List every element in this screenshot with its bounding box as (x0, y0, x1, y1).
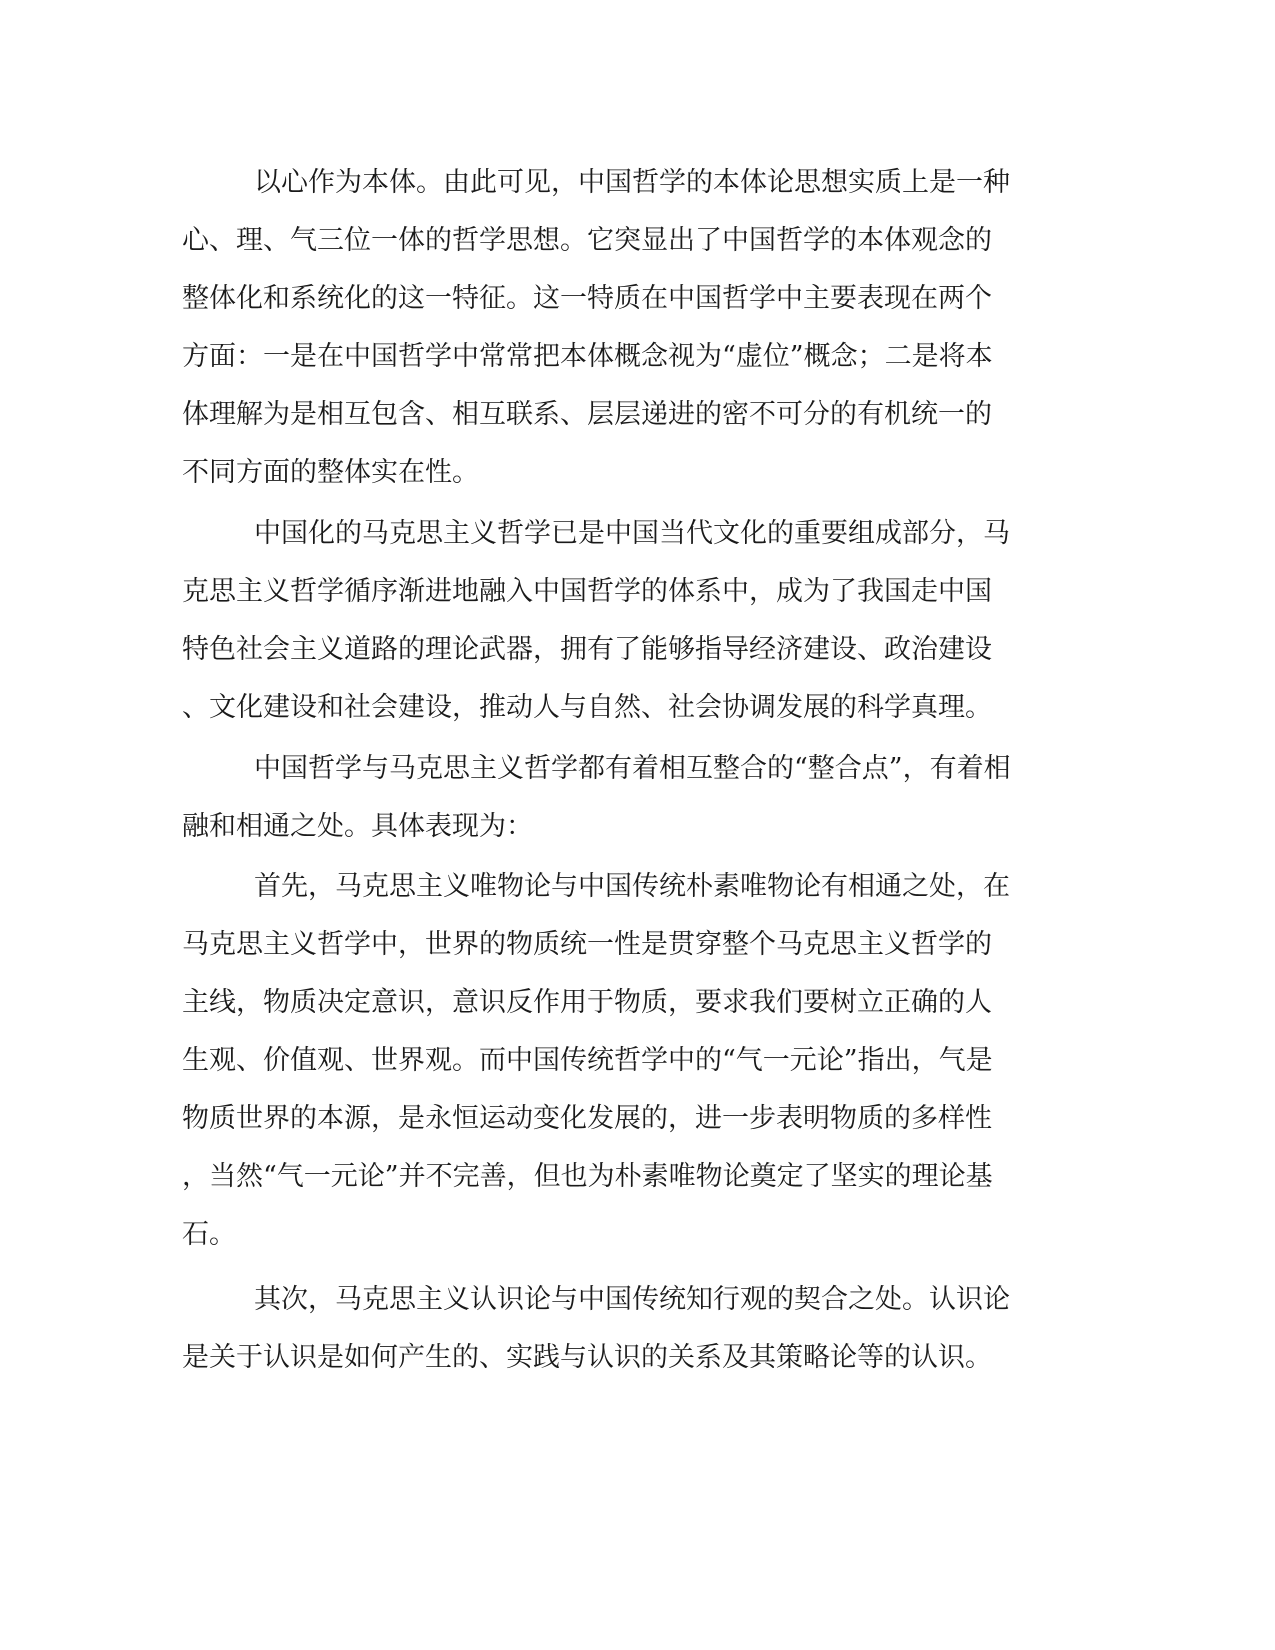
paragraph-5-line-1: 其次，马克思主义认识论与中国传统知行观的契合之处。认识论 (254, 1284, 1010, 1315)
paragraph-3-line-2: 融和相通之处。具体表现为： (182, 811, 533, 842)
paragraph-1-line-3: 整体化和系统化的这一特征。这一特质在中国哲学中主要表现在两个 (182, 283, 992, 314)
paragraph-2-line-1: 中国化的马克思主义哲学已是中国当代文化的重要组成部分，马 (254, 518, 1010, 549)
paragraph-2-line-4: 、文化建设和社会建设，推动人与自然、社会协调发展的科学真理。 (182, 692, 992, 723)
paragraph-1-line-5: 体理解为是相互包含、相互联系、层层递进的密不可分的有机统一的 (182, 399, 992, 430)
paragraph-1-line-6: 不同方面的整体实在性。 (182, 457, 479, 488)
paragraph-2-line-3: 特色社会主义道路的理论武器，拥有了能够指导经济建设、政治建设 (182, 634, 992, 665)
paragraph-4-line-4: 生观、价值观、世界观。而中国传统哲学中的“气一元论”指出，气是 (182, 1045, 993, 1076)
paragraph-4-line-6: ，当然“气一元论”并不完善，但也为朴素唯物论奠定了坚实的理论基 (182, 1161, 993, 1192)
paragraph-4-line-1: 首先，马克思主义唯物论与中国传统朴素唯物论有相通之处，在 (254, 871, 1010, 902)
paragraph-3-line-1: 中国哲学与马克思主义哲学都有着相互整合的“整合点”，有着相 (254, 753, 1011, 784)
paragraph-4-line-2: 马克思主义哲学中，世界的物质统一性是贯穿整个马克思主义哲学的 (182, 929, 992, 960)
paragraph-1-line-4: 方面：一是在中国哲学中常常把本体概念视为“虚位”概念；二是将本 (182, 341, 993, 372)
paragraph-4-line-3: 主线，物质决定意识，意识反作用于物质，要求我们要树立正确的人 (182, 987, 992, 1018)
paragraph-4-line-5: 物质世界的本源，是永恒运动变化发展的，进一步表明物质的多样性 (182, 1103, 992, 1134)
paragraph-4-line-7: 石。 (182, 1219, 236, 1250)
paragraph-2-line-2: 克思主义哲学循序渐进地融入中国哲学的体系中，成为了我国走中国 (182, 576, 992, 607)
paragraph-1-line-2: 心、理、气三位一体的哲学思想。它突显出了中国哲学的本体观念的 (182, 225, 992, 256)
paragraph-5-line-2: 是关于认识是如何产生的、实践与认识的关系及其策略论等的认识。 (182, 1342, 992, 1373)
paragraph-1-line-1: 以心作为本体。由此可见，中国哲学的本体论思想实质上是一种 (254, 167, 1010, 198)
